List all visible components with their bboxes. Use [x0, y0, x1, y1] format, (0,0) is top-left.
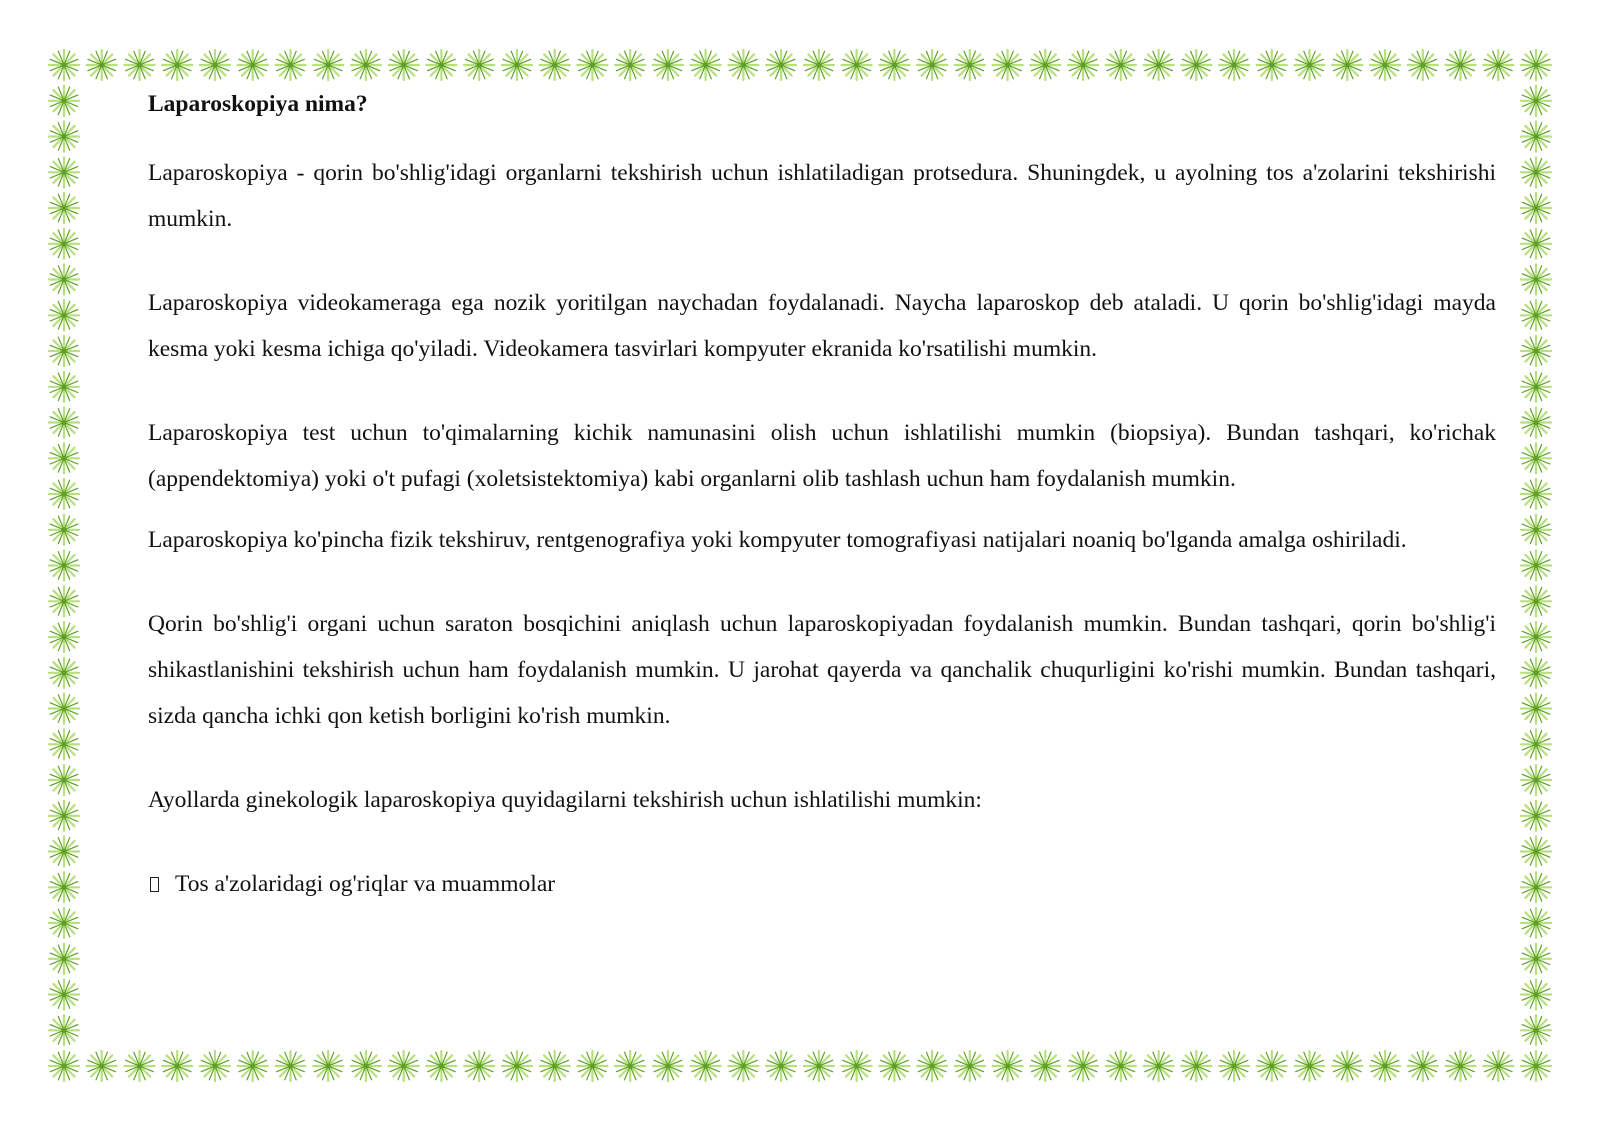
- flower-ornament-icon: [1521, 1051, 1551, 1081]
- flower-ornament-icon: [1257, 1051, 1287, 1081]
- flower-ornament-icon: [1521, 1015, 1551, 1045]
- flower-ornament-icon: [49, 408, 79, 438]
- flower-ornament-icon: [49, 765, 79, 795]
- flower-ornament-icon: [1446, 1051, 1476, 1081]
- flower-ornament-icon: [313, 50, 343, 80]
- flower-ornament-icon: [49, 50, 79, 80]
- flower-ornament-icon: [1521, 908, 1551, 938]
- flower-ornament-icon: [1521, 872, 1551, 902]
- flower-ornament-icon: [49, 265, 79, 295]
- paragraph-gynecologic: Ayollarda ginekologik laparoskopiya quyidagilarni tekshirish uchun ishlatilishi mumkin:: [148, 787, 982, 813]
- flower-ornament-icon: [1483, 1051, 1513, 1081]
- flower-ornament-icon: [1219, 1051, 1249, 1081]
- flower-ornament-icon: [1521, 443, 1551, 473]
- flower-ornament-icon: [577, 50, 607, 80]
- flower-ornament-icon: [1483, 50, 1513, 80]
- flower-ornament-icon: [426, 50, 456, 80]
- flower-ornament-icon: [1181, 1051, 1211, 1081]
- flower-ornament-icon: [49, 586, 79, 616]
- flower-ornament-icon: [49, 300, 79, 330]
- flower-ornament-icon: [540, 1051, 570, 1081]
- flower-ornament-icon: [728, 50, 758, 80]
- flower-ornament-icon: [49, 551, 79, 581]
- flower-ornament-icon: [1446, 50, 1476, 80]
- flower-ornament-icon: [49, 157, 79, 187]
- flower-ornament-icon: [276, 1051, 306, 1081]
- flower-ornament-icon: [200, 50, 230, 80]
- flower-ornament-icon: [728, 1051, 758, 1081]
- flower-ornament-icon: [804, 50, 834, 80]
- flower-ornament-icon: [1521, 515, 1551, 545]
- flower-ornament-icon: [1521, 944, 1551, 974]
- flower-ornament-icon: [162, 50, 192, 80]
- flower-ornament-icon: [49, 372, 79, 402]
- flower-ornament-icon: [653, 50, 683, 80]
- flower-ornament-icon: [1521, 157, 1551, 187]
- paragraph-intro: Laparoskopiya - qorin bo'shlig'idagi organlarni tekshirish uchun ishlatiladigan protsedura. Shuningdek, u ayolning tos a'zolarini tekshirishi mumkin.: [148, 160, 1496, 232]
- flower-ornament-icon: [804, 1051, 834, 1081]
- flower-ornament-icon: [49, 515, 79, 545]
- flower-ornament-icon: [1144, 1051, 1174, 1081]
- flower-ornament-icon: [49, 193, 79, 223]
- flower-ornament-icon: [502, 1051, 532, 1081]
- flower-ornament-icon: [1219, 50, 1249, 80]
- flower-ornament-icon: [1295, 1051, 1325, 1081]
- flower-ornament-icon: [1521, 122, 1551, 152]
- flower-ornament-icon: [464, 1051, 494, 1081]
- flower-ornament-icon: [1521, 765, 1551, 795]
- flower-ornament-icon: [1521, 801, 1551, 831]
- flower-ornament-icon: [917, 1051, 947, 1081]
- flower-ornament-icon: [1408, 50, 1438, 80]
- flower-ornament-icon: [1521, 729, 1551, 759]
- flower-ornament-icon: [238, 1051, 268, 1081]
- flower-ornament-icon: [1370, 50, 1400, 80]
- flower-ornament-icon: [1295, 50, 1325, 80]
- flower-ornament-icon: [615, 50, 645, 80]
- flower-ornament-icon: [1106, 1051, 1136, 1081]
- flower-ornament-icon: [49, 622, 79, 652]
- flower-ornament-icon: [653, 1051, 683, 1081]
- page-heading: Laparoskopiya nima?: [148, 91, 368, 117]
- flower-ornament-icon: [1521, 837, 1551, 867]
- flower-ornament-icon: [993, 1051, 1023, 1081]
- flower-ornament-icon: [1144, 50, 1174, 80]
- flower-ornament-icon: [842, 1051, 872, 1081]
- flower-ornament-icon: [49, 729, 79, 759]
- flower-ornament-icon: [1521, 694, 1551, 724]
- flower-ornament-icon: [389, 1051, 419, 1081]
- paragraph-biopsy: Laparoskopiya test uchun to'qimalarning kichik namunasini olish uchun ishlatilishi mumkin (biopsiya). Bundan tashqari, ko'richak (appendektomiya) yoki o't pufagi (xoletsistektomiya) kabi organlarni olib tashlash uchun ham foydalanish mumkin.: [148, 420, 1496, 492]
- flower-ornament-icon: [766, 1051, 796, 1081]
- flower-ornament-icon: [200, 1051, 230, 1081]
- flower-ornament-icon: [1521, 658, 1551, 688]
- document-body: [148, 84, 1496, 907]
- flower-ornament-icon: [1030, 1051, 1060, 1081]
- flower-ornament-icon: [125, 1051, 155, 1081]
- flower-ornament-icon: [1521, 980, 1551, 1010]
- flower-ornament-icon: [426, 1051, 456, 1081]
- flower-ornament-icon: [879, 50, 909, 80]
- flower-ornament-icon: [351, 1051, 381, 1081]
- bullet-box-icon: [150, 877, 159, 892]
- flower-ornament-icon: [1521, 300, 1551, 330]
- flower-ornament-icon: [49, 1015, 79, 1045]
- flower-ornament-icon: [1521, 229, 1551, 259]
- flower-ornament-icon: [1521, 265, 1551, 295]
- flower-ornament-icon: [955, 50, 985, 80]
- flower-ornament-icon: [162, 1051, 192, 1081]
- flower-ornament-icon: [1408, 1051, 1438, 1081]
- flower-ornament-icon: [125, 50, 155, 80]
- flower-ornament-icon: [993, 50, 1023, 80]
- flower-ornament-icon: [49, 801, 79, 831]
- flower-ornament-icon: [49, 658, 79, 688]
- flower-ornament-icon: [49, 980, 79, 1010]
- list-item-text: Tos a'zolaridagi og'riqlar va muammolar: [175, 871, 556, 897]
- flower-ornament-icon: [1521, 479, 1551, 509]
- flower-ornament-icon: [1181, 50, 1211, 80]
- flower-ornament-icon: [1257, 50, 1287, 80]
- flower-ornament-icon: [691, 50, 721, 80]
- flower-ornament-icon: [49, 694, 79, 724]
- flower-ornament-icon: [502, 50, 532, 80]
- flower-ornament-icon: [49, 443, 79, 473]
- flower-ornament-icon: [1521, 622, 1551, 652]
- flower-ornament-icon: [49, 872, 79, 902]
- flower-ornament-icon: [49, 1051, 79, 1081]
- flower-ornament-icon: [1521, 408, 1551, 438]
- flower-ornament-icon: [1521, 551, 1551, 581]
- flower-ornament-icon: [1332, 1051, 1362, 1081]
- flower-ornament-icon: [49, 122, 79, 152]
- flower-ornament-icon: [955, 1051, 985, 1081]
- flower-ornament-icon: [766, 50, 796, 80]
- flower-ornament-icon: [49, 908, 79, 938]
- flower-ornament-icon: [1521, 336, 1551, 366]
- flower-ornament-icon: [615, 1051, 645, 1081]
- flower-ornament-icon: [49, 229, 79, 259]
- flower-ornament-icon: [540, 50, 570, 80]
- flower-ornament-icon: [49, 86, 79, 116]
- list-item: [148, 861, 1496, 907]
- flower-ornament-icon: [49, 479, 79, 509]
- flower-ornament-icon: [1106, 50, 1136, 80]
- flower-ornament-icon: [842, 50, 872, 80]
- flower-ornament-icon: [1521, 372, 1551, 402]
- flower-ornament-icon: [691, 1051, 721, 1081]
- flower-ornament-icon: [464, 50, 494, 80]
- flower-ornament-icon: [1521, 50, 1551, 80]
- flower-ornament-icon: [276, 50, 306, 80]
- flower-ornament-icon: [87, 1051, 117, 1081]
- paragraph-cancer-staging: Qorin bo'shlig'i organi uchun saraton bosqichini aniqlash uchun laparoskopiyadan foydalanish mumkin. Bundan tashqari, qorin bo'shlig'i shikastlanishini tekshirish uchun ham foydalanish mumkin. U jarohat qayerda va qanchalik chuqurligini ko'rishi mumkin. Bundan tashqari, sizda qancha ichki qon ketish borligini ko'rish mumkin.: [148, 611, 1496, 729]
- flower-ornament-icon: [1332, 50, 1362, 80]
- flower-ornament-icon: [1521, 193, 1551, 223]
- flower-ornament-icon: [1370, 1051, 1400, 1081]
- flower-ornament-icon: [49, 837, 79, 867]
- flower-ornament-icon: [1521, 586, 1551, 616]
- flower-ornament-icon: [577, 1051, 607, 1081]
- flower-ornament-icon: [917, 50, 947, 80]
- flower-ornament-icon: [1030, 50, 1060, 80]
- flower-ornament-icon: [238, 50, 268, 80]
- flower-ornament-icon: [351, 50, 381, 80]
- flower-ornament-icon: [87, 50, 117, 80]
- flower-ornament-icon: [879, 1051, 909, 1081]
- flower-ornament-icon: [389, 50, 419, 80]
- flower-ornament-icon: [313, 1051, 343, 1081]
- paragraph-laparoscope: Laparoskopiya videokameraga ega nozik yoritilgan naychadan foydalanadi. Naycha laparoskop deb ataladi. U qorin bo'shlig'idagi mayda kesma yoki kesma ichiga qo'yiladi. Videokamera tasvirlari kompyuter ekranida ko'rsatilishi mumkin.: [148, 290, 1496, 362]
- flower-ornament-icon: [49, 336, 79, 366]
- flower-ornament-icon: [1521, 86, 1551, 116]
- flower-ornament-icon: [1068, 50, 1098, 80]
- flower-ornament-icon: [49, 944, 79, 974]
- flower-ornament-icon: [1068, 1051, 1098, 1081]
- paragraph-indications: Laparoskopiya ko'pincha fizik tekshiruv, rentgenografiya yoki kompyuter tomografiyasi natijalari noaniq bo'lganda amalga oshiriladi.: [148, 527, 1407, 553]
